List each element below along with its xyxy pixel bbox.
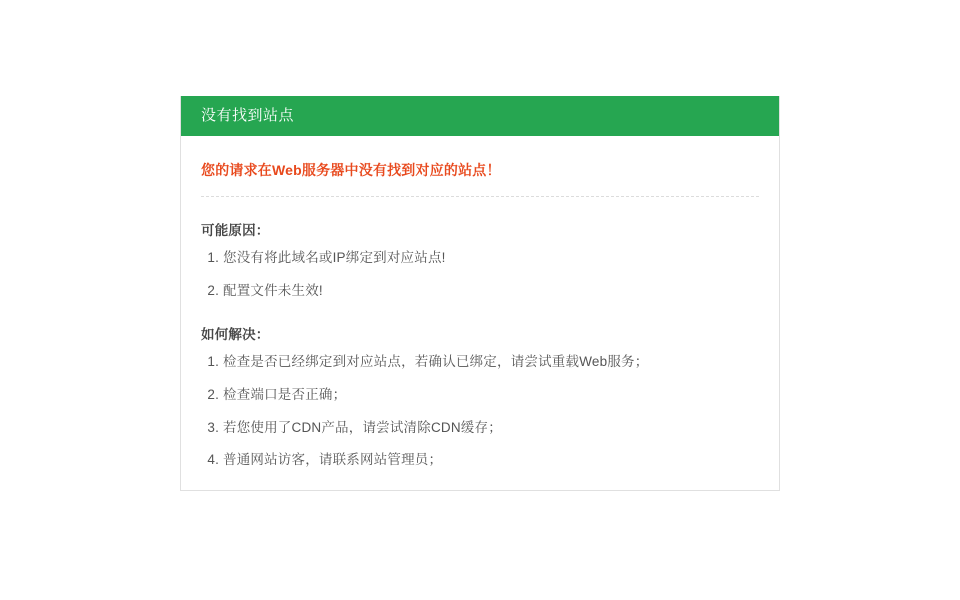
list-item: 1. 您没有将此域名或IP绑定到对应站点! xyxy=(223,249,759,268)
panel-body xyxy=(181,136,779,490)
alert-message: 您的请求在Web服务器中没有找到对应的站点！ xyxy=(201,136,759,197)
panel-header xyxy=(181,96,779,136)
page-title: 没有找到站点 xyxy=(201,107,295,124)
reasons-heading: 可能原因： xyxy=(201,223,270,238)
list-item: 2. 检查端口是否正确； xyxy=(223,386,759,405)
reasons-list xyxy=(201,249,759,301)
error-panel xyxy=(180,96,780,491)
list-item: 2. 配置文件未生效! xyxy=(223,282,759,301)
solutions-heading: 如何解决： xyxy=(201,326,270,342)
list-item: 3. 若您使用了CDN产品，请尝试清除CDN缓存； xyxy=(223,419,759,438)
solutions-list xyxy=(201,353,759,471)
list-item: 4. 普通网站访客，请联系网站管理员； xyxy=(223,451,759,470)
list-item: 1. 检查是否已经绑定到对应站点，若确认已绑定，请尝试重载Web服务； xyxy=(223,353,759,372)
